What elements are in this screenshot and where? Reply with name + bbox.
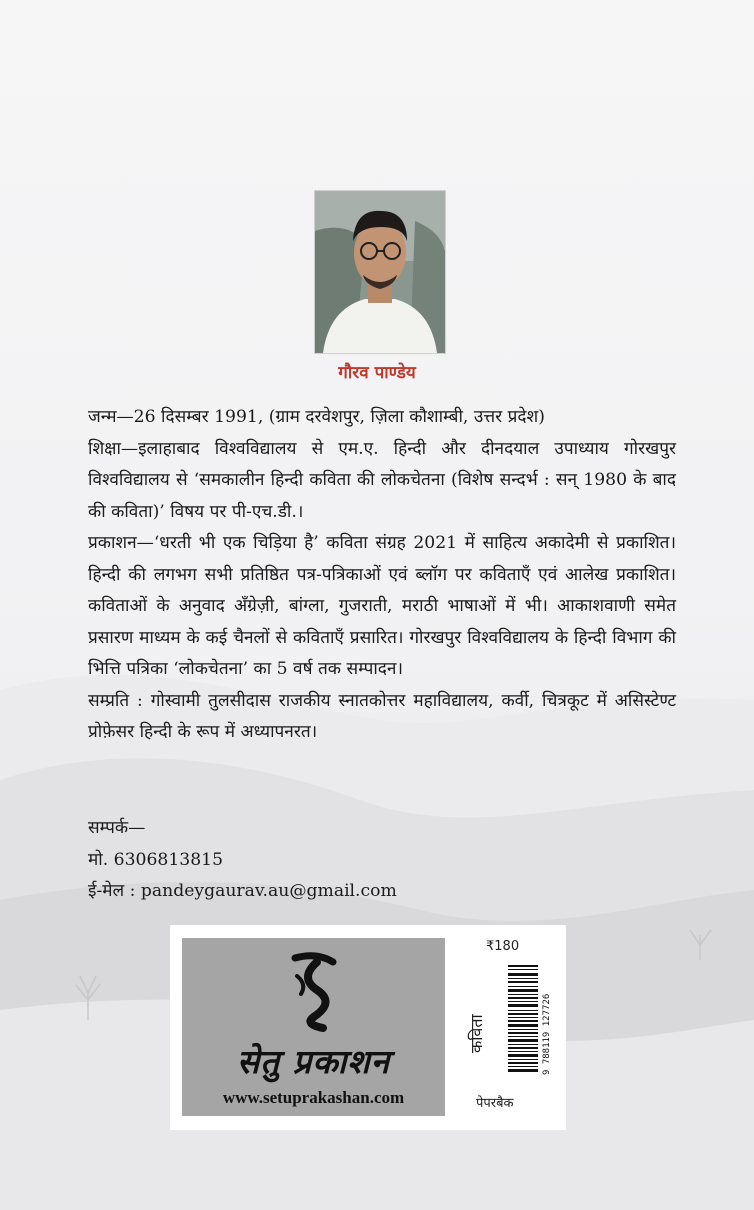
bio-education: शिक्षा—इलाहाबाद विश्वविद्यालय से एम.ए. हिन्दी और दीनदयाल उपाध्याय गोरखपुर विश्वविद्यालय से ‘समकालीन हिन्दी कविता की लोकचेतना (विशेष सन्दर्भ : सन् 1980 के बाद की कविता)’ विषय पर पी-एच.डी.। [88,438,676,522]
book-genre: कविता [467,1014,486,1053]
author-photo [314,190,446,354]
isbn-number: 9 788119 127726 [542,993,552,1075]
contact-block [88,813,648,908]
book-price: ₹180 [486,939,520,954]
setu-logo-icon [287,950,341,1032]
bio-publication: प्रकाशन—‘धरती भी एक चिड़िया है’ कविता संग्रह 2021 में साहित्य अकादेमी से प्रकाशित। हिन्दी की लगभग सभी प्रतिष्ठित पत्र-पत्रिकाओं एवं ब्लॉग पर कविताएँ एवं आलेख प्रकाशित। कविताओं के अनुवाद अँग्रेज़ी, बांग्ला, गुजराती, मराठी भाषाओं में भी। आकाशवाणी समेत प्रसारण माध्यम के कई चैनलों से कविताएँ प्रसारित। गोरखपुर विश्वविद्यालय के हिन्दी विभाग की भित्ति पत्रिका ‘लोकचेतना’ का 5 वर्ष तक सम्पादन। [88,533,676,679]
bio-birth: जन्म—26 दिसम्बर 1991, (ग्राम दरवेशपुर, ज़िला कौशाम्बी, उत्तर प्रदेश) [88,407,545,427]
book-binding: पेपरबैक [476,1096,514,1111]
author-bio [88,402,676,749]
contact-heading: सम्पर्क— [88,818,146,838]
publisher-logo-text: सेतु प्रकाशन [236,1042,391,1081]
barcode-icon [508,963,544,1075]
publisher-panel [170,925,566,1130]
contact-email: ई-मेल : pandeygaurav.au@gmail.com [88,881,397,901]
contact-phone: मो. 6306813815 [88,849,224,870]
bio-current-position: सम्प्रति : गोस्वामी तुलसीदास राजकीय स्नातकोत्तर महाविद्यालय, कर्वी, चित्रकूट में असिस्टेण्ट प्रोफ़ेसर हिन्दी के रूप में अध्यापनरत। [88,690,676,742]
publisher-website: www.setuprakashan.com [222,1088,405,1107]
author-name: गौरव पाण्डेय [338,363,416,383]
publisher-logo-box [182,938,445,1116]
